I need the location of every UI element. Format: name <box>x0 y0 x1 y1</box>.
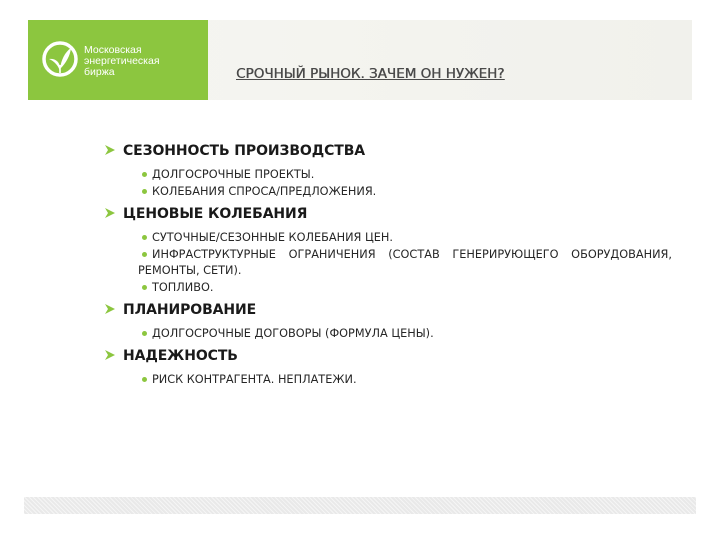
bullet-list <box>138 167 672 200</box>
exchange-logo <box>28 20 208 100</box>
logo-line-1: Московская <box>84 44 142 56</box>
arrow-bullet-icon <box>104 303 116 315</box>
slide-content <box>104 143 672 389</box>
logo-wordmark <box>84 45 204 78</box>
section-heading <box>104 348 672 370</box>
leaf-emblem-icon <box>40 39 80 79</box>
section-title: НАДЕЖНОСТЬ <box>123 348 238 364</box>
section-heading <box>104 143 672 165</box>
dot-bullet-icon <box>142 331 147 336</box>
dot-bullet-icon <box>142 285 147 290</box>
section-seasonality <box>104 143 672 200</box>
list-item-text: РИСК КОНТРАГЕНТА. НЕПЛАТЕЖИ. <box>152 373 357 386</box>
slide-title: СРОЧНЫЙ РЫНОК. ЗАЧЕМ ОН НУЖЕН? <box>236 66 505 82</box>
list-item <box>138 326 672 342</box>
logo-line-2: энергетическая <box>84 55 160 67</box>
section-title: СЕЗОННОСТЬ ПРОИЗВОДСТВА <box>123 143 366 159</box>
section-title: ПЛАНИРОВАНИЕ <box>123 302 257 318</box>
dot-bullet-icon <box>142 252 147 257</box>
section-title: ЦЕНОВЫЕ КОЛЕБАНИЯ <box>123 206 308 222</box>
list-item <box>138 230 672 246</box>
list-item <box>138 247 672 279</box>
bullet-list <box>138 372 672 388</box>
dot-bullet-icon <box>142 172 147 177</box>
dot-bullet-icon <box>142 189 147 194</box>
section-heading <box>104 206 672 228</box>
arrow-bullet-icon <box>104 144 116 156</box>
section-heading <box>104 302 672 324</box>
list-item <box>138 184 672 200</box>
list-item-text: ИНФРАСТРУКТУРНЫЕ ОГРАНИЧЕНИЯ (СОСТАВ ГЕНЕРИРУЮЩЕГО ОБОРУДОВАНИЯ, РЕМОНТЫ, СЕТИ). <box>138 248 672 277</box>
list-item <box>138 372 672 388</box>
dot-bullet-icon <box>142 377 147 382</box>
bullet-list <box>138 326 672 342</box>
list-item-text: КОЛЕБАНИЯ СПРОСА/ПРЕДЛОЖЕНИЯ. <box>152 185 377 198</box>
logo-line-3: биржа <box>84 66 115 78</box>
section-planning <box>104 302 672 342</box>
arrow-bullet-icon <box>104 349 116 361</box>
dot-bullet-icon <box>142 235 147 240</box>
list-item-text: ДОЛГОСРОЧНЫЕ ПРОЕКТЫ. <box>152 168 315 181</box>
section-reliability <box>104 348 672 388</box>
list-item <box>138 280 672 296</box>
footer-band <box>24 497 696 514</box>
section-price-fluctuations <box>104 206 672 296</box>
bullet-list <box>138 230 672 296</box>
list-item <box>138 167 672 183</box>
list-item-text: ТОПЛИВО. <box>152 281 214 294</box>
list-item-text: ДОЛГОСРОЧНЫЕ ДОГОВОРЫ (ФОРМУЛА ЦЕНЫ). <box>152 327 434 340</box>
arrow-bullet-icon <box>104 207 116 219</box>
list-item-text: СУТОЧНЫЕ/СЕЗОННЫЕ КОЛЕБАНИЯ ЦЕН. <box>152 231 393 244</box>
